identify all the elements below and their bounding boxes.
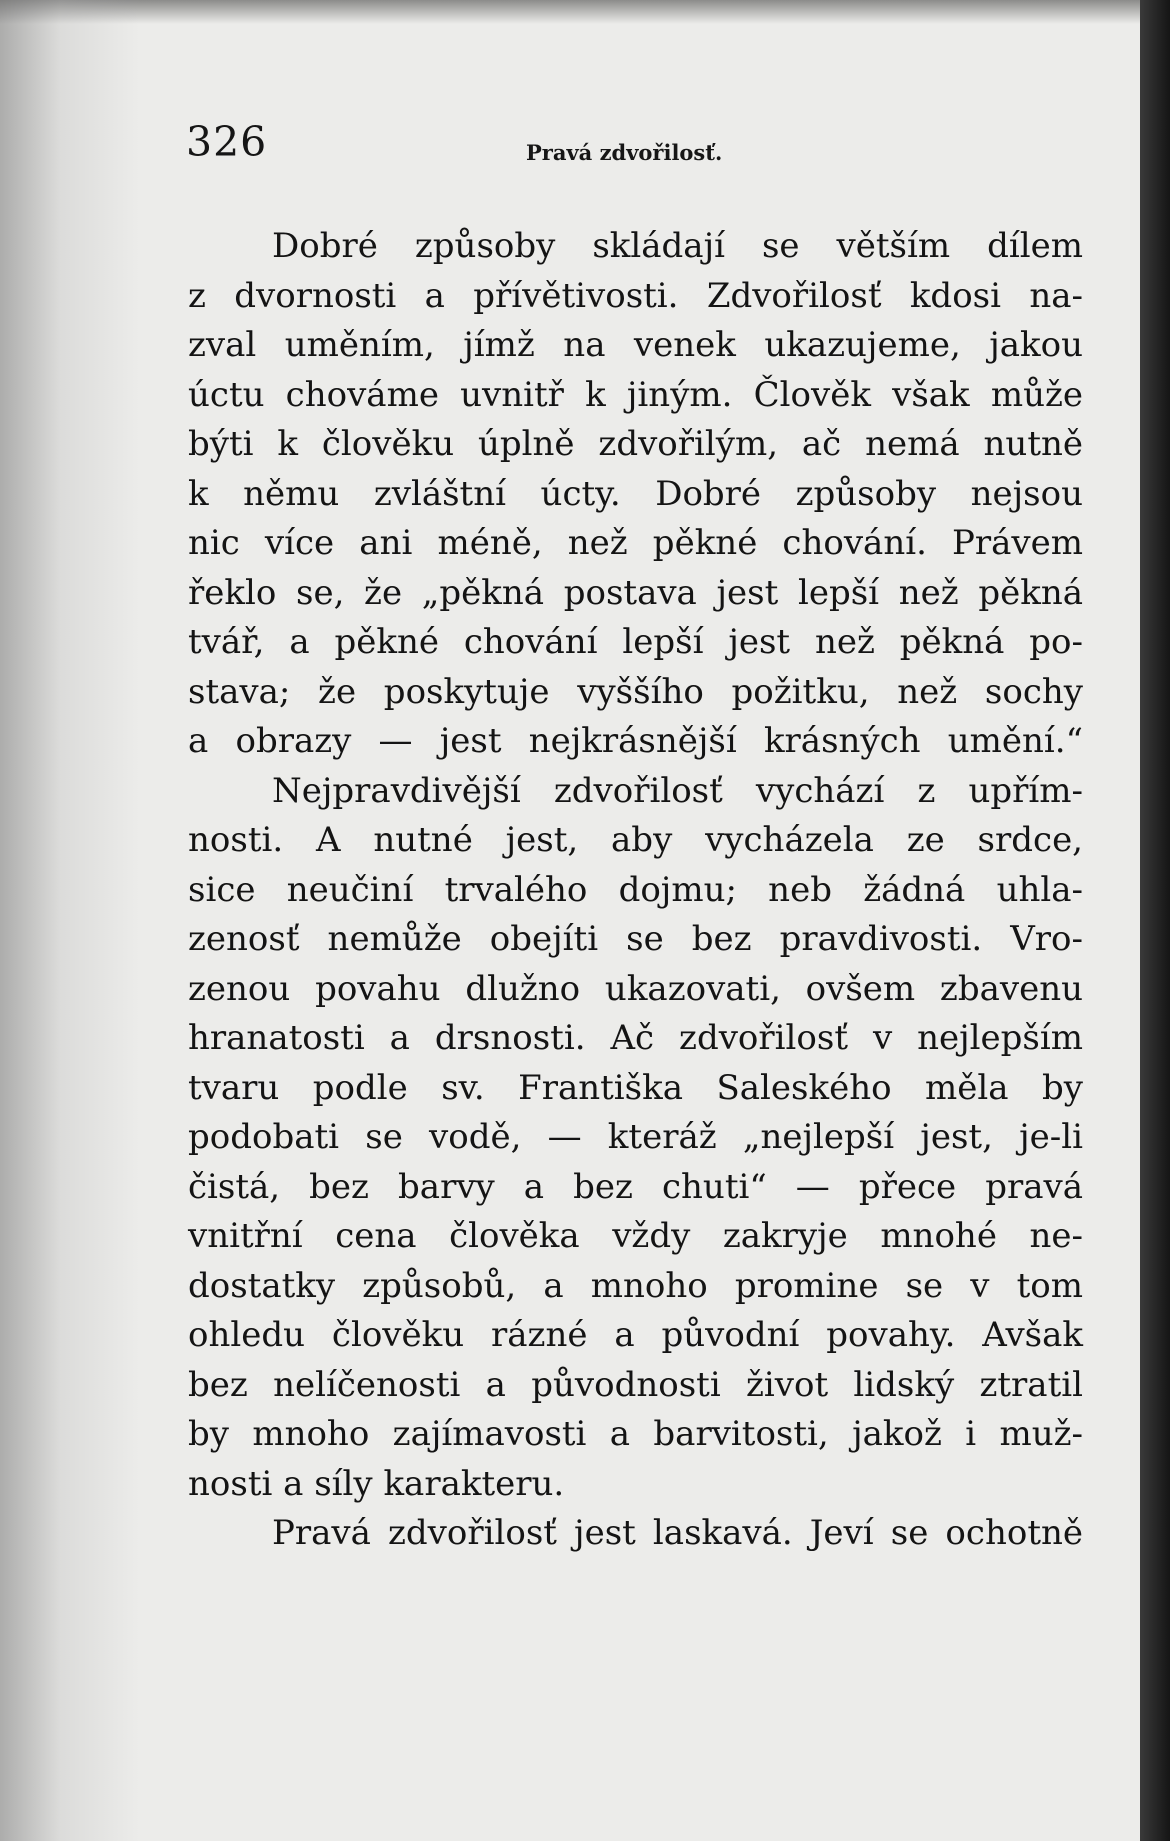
- page-number: 326: [186, 118, 268, 166]
- text-line: bez nelíčenosti a původnosti život lidský ztratil: [188, 1364, 1083, 1405]
- text-line: podobati se vodě, — kteráž „nejlepší jest, je-li: [188, 1117, 1083, 1157]
- text-line: tvář, a pěkné chování lepší jest než pěkná po-: [188, 622, 1083, 662]
- page-edge-shadow: [1140, 0, 1170, 1841]
- text-line: hranatosti a drsnosti. Ač zdvořilosť v nejlepším: [188, 1018, 1083, 1058]
- text-line: by mnoho zajímavosti a barvitosti, jakož i muž-: [188, 1414, 1083, 1454]
- text-line: čistá, bez barvy a bez chuti“ — přece pravá: [188, 1166, 1083, 1207]
- text-line: nosti. A nutné jest, aby vycházela ze srdce,: [188, 820, 1083, 860]
- text-line: Dobré způsoby skládají se větším dílem: [272, 226, 1083, 266]
- text-line: řeklo se, že „pěkná postava jest lepší než pěkná: [188, 572, 1083, 613]
- text-line: tvaru podle sv. Františka Saleského měla by: [188, 1067, 1083, 1108]
- page-header: [186, 118, 1086, 178]
- text-line: ohledu člověku rázné a původní povahy. Avšak: [188, 1315, 1083, 1355]
- text-line: sice neučiní trvalého dojmu; neb žádná uhla-: [188, 869, 1083, 910]
- text-line: zenosť nemůže obejíti se bez pravdivosti. Vro-: [188, 919, 1083, 959]
- text-line: nic více ani méně, než pěkné chování. Právem: [188, 523, 1083, 563]
- text-line: vnitřní cena člověka vždy zakryje mnohé ne-: [188, 1216, 1083, 1256]
- text-line: k němu zvláštní úcty. Dobré způsoby nejsou: [188, 473, 1083, 514]
- text-line: úctu chováme uvnitř k jiným. Člověk však může: [188, 374, 1083, 415]
- text-line: nosti a síly karakteru.: [188, 1463, 565, 1504]
- text-line: dostatky způsobů, a mnoho promine se v tom: [188, 1265, 1083, 1306]
- text-line: stava; že poskytuje vyššího požitku, než sochy: [188, 671, 1083, 712]
- text-line: Pravá zdvořilosť jest laskavá. Jeví se ochotně: [272, 1513, 1083, 1553]
- text-line: Nejpravdivější zdvořilosť vychází z upřím-: [272, 770, 1083, 811]
- text-line: zval uměním, jímž na venek ukazujeme, jakou: [188, 325, 1083, 365]
- running-title: Pravá zdvořilosť.: [526, 140, 723, 165]
- text-line: býti k člověku úplně zdvořilým, ač nemá nutně: [188, 424, 1083, 464]
- text-line: a obrazy — jest nejkrásnější krásných umění.“: [188, 721, 1083, 761]
- text-line: zenou povahu dlužno ukazovati, ovšem zbavenu: [188, 968, 1083, 1009]
- body-text: [188, 222, 1083, 1559]
- text-line: z dvornosti a přívětivosti. Zdvořilosť kdosi na-: [188, 275, 1083, 316]
